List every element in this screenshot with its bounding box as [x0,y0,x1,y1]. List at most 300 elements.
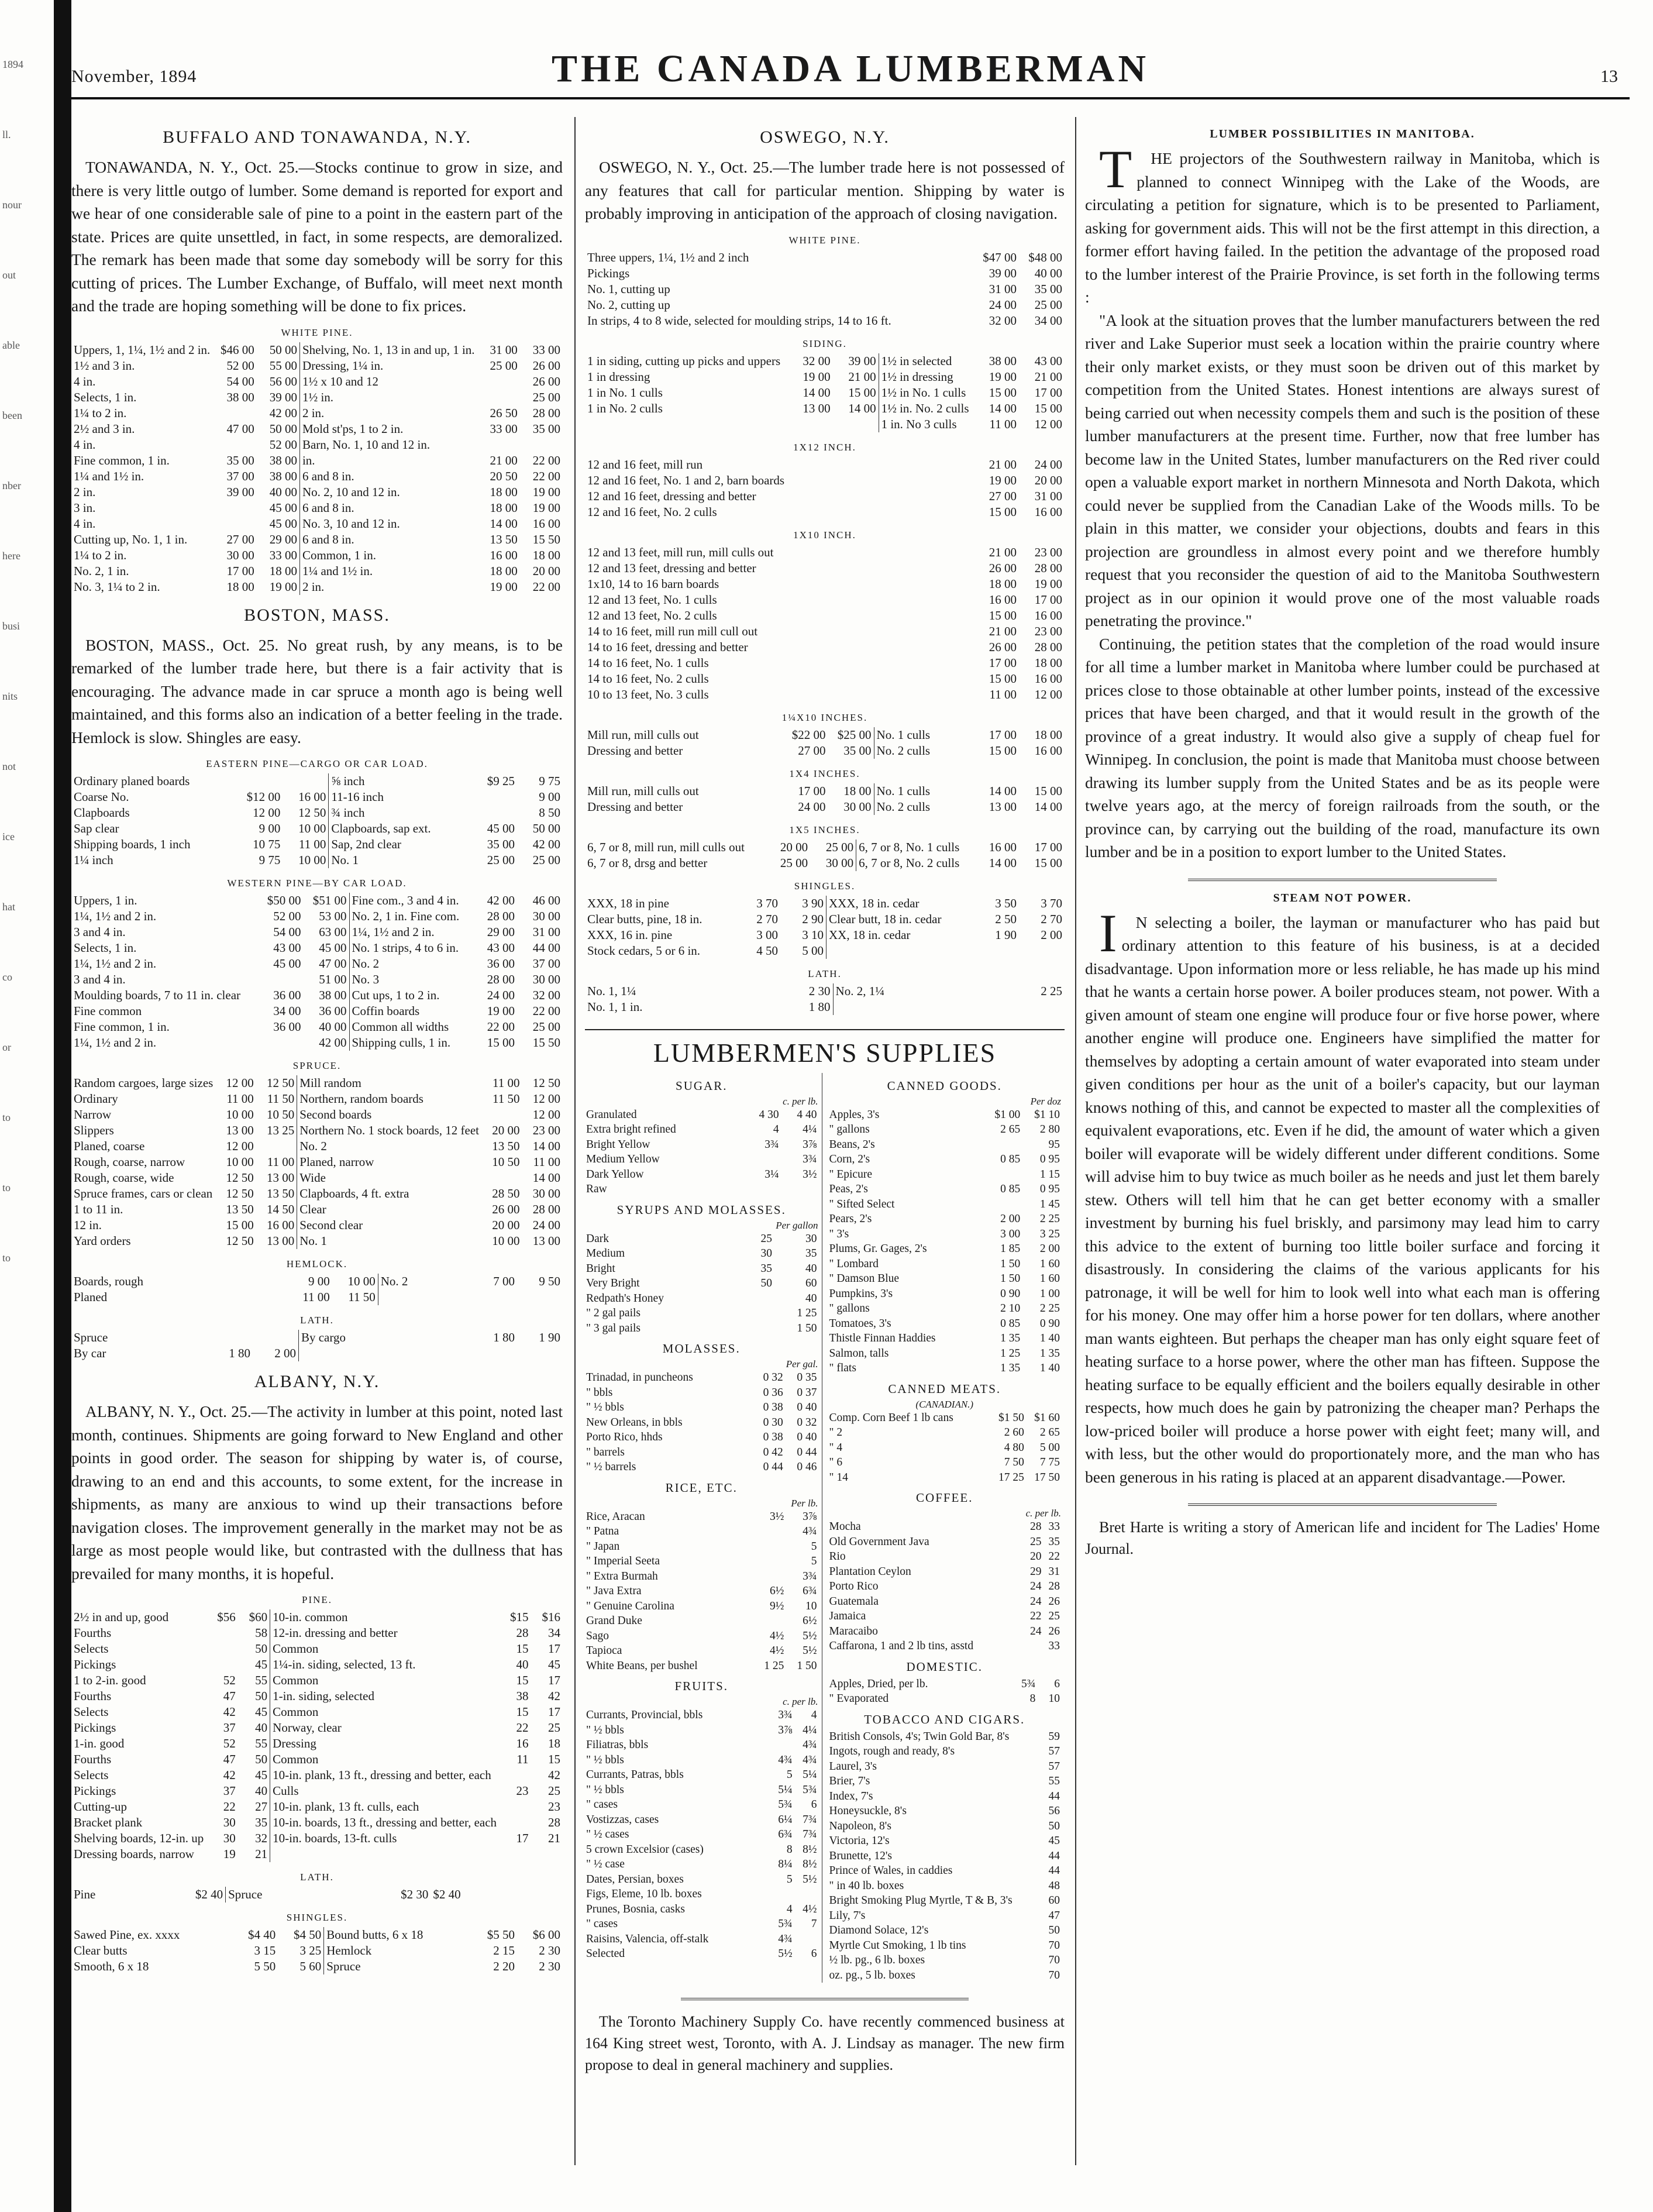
table-cell: 20 00 [1034,473,1062,487]
boston-eastern-table [71,773,563,868]
albany-lath-title: LATH. [300,1872,334,1883]
table-cell: 27 00 [989,489,1017,503]
table-cell: Mocha [829,1520,861,1533]
table-row [585,1182,818,1197]
table-cell: Extra bright refined [586,1123,676,1136]
table-cell: 2 25 [1039,1302,1060,1315]
table-row [585,1643,818,1659]
table-cell: 1½ and 3 in. [74,358,135,373]
tobacco-title: TOBACCO AND CIGARS. [864,1712,1025,1726]
table-cell: " 14 [829,1471,848,1484]
table-cell: 35 00 [226,453,254,467]
table-cell [794,1887,818,1902]
table-cell: 6¾ [778,1828,793,1841]
table-row [585,297,1065,313]
table-cell [481,1170,522,1186]
table-cell: 0 90 [1039,1317,1060,1330]
table-cell: 11 00 [226,1092,254,1106]
table-cell: 5¾ [778,1798,793,1811]
table-row [585,1842,818,1857]
table-row [828,1759,1062,1774]
table-cell [752,1569,785,1584]
table-cell: 3¾ [778,1709,793,1721]
table-cell: Fourths [74,1689,112,1703]
coffee-unit: c. per lb. [1025,1508,1061,1519]
table-cell: 0 85 [1000,1317,1021,1330]
table-cell [746,1306,773,1321]
table-cell: 1 80 [493,1330,515,1344]
table-cell: 1 80 [808,999,831,1014]
table-cell: " Patna [586,1525,619,1537]
table-cell: 16 00 [1034,671,1062,686]
table-row [828,1729,1062,1745]
table-cell: 32 00 [532,988,560,1002]
table-cell: 1¼ and 1½ in. [74,469,144,483]
table-cell: Plums, Gr. Gages, 2's [829,1243,927,1255]
table-cell: No. 3, 1¼ to 2 in. [74,579,160,594]
table-cell: 45 [548,1657,560,1671]
table-cell: 4 in. [74,516,96,531]
table-cell: 47 [223,1752,236,1766]
canned-meats-table [828,1411,1062,1485]
table-cell: Clapboards, sap ext. [329,821,471,837]
table-cell: 42 00 [487,893,515,907]
table-cell: 10 75 [253,837,281,851]
table-cell: 24 00 [798,799,826,814]
table-cell: 7¾ [803,1828,817,1841]
table-cell: Moulding boards, 7 to 11 in. clear [74,988,241,1002]
table-cell: 18 00 [532,548,560,562]
table-cell: 22 [223,1800,236,1814]
table-cell: 8¼ [778,1858,793,1870]
table-cell: 40 00 [1034,266,1062,280]
table-cell: Hemlock [324,1943,471,1959]
table-cell: 19 00 [269,579,297,594]
table-row [585,840,1065,855]
table-cell: 33 00 [532,342,560,357]
table-cell: 42 [548,1768,560,1782]
table-cell: 11 50 [348,1290,376,1304]
table-cell: Bright Yellow [586,1138,650,1151]
table-cell: Redpath's Honey [586,1292,664,1305]
table-cell: Vostizzas, cases [586,1813,659,1826]
table-row [585,1659,818,1674]
table-cell: 10 00 [298,853,326,867]
table-row [585,799,1065,815]
table-cell: 18 00 [490,500,518,515]
albany-pine-title: PINE. [301,1594,333,1605]
table-cell: Figs, Eleme, 10 lb. boxes [586,1888,702,1900]
table-cell: 6¼ [778,1813,793,1826]
table-cell: 47 [223,1689,236,1703]
table-cell: No. 1 [297,1233,481,1249]
table-cell: 54 00 [226,374,254,388]
table-cell: 22 00 [532,469,560,483]
table-cell: 2 70 [1041,911,1062,926]
table-row [585,504,1065,520]
table-cell: Sago [586,1629,609,1642]
fruits-table [585,1708,818,1962]
table-cell: 1 50 [1000,1272,1021,1285]
table-cell: 40 [805,1262,817,1275]
table-cell: 14 to 16 feet, mill run mill cull out [587,624,758,638]
table-cell: Rough, coarse, wide [74,1171,174,1185]
table-cell: 2 20 [493,1959,515,1973]
table-row [585,1231,818,1247]
rice-title: RICE, ETC. [665,1480,738,1495]
table-cell: 37 00 [226,469,254,483]
table-cell: 18 00 [490,563,518,578]
table-row [585,855,1065,871]
table-cell: 34 00 [273,1004,301,1018]
table-row [828,1182,1062,1197]
table-row [71,516,563,532]
table-row [71,1346,563,1361]
table-cell: 11 00 [267,1155,295,1169]
table-cell: 37 00 [532,957,560,971]
table-cell: Peas, 2's [829,1183,868,1195]
table-cell: Uppers, 1 in. [74,893,137,907]
table-cell: Three uppers, 1¼, 1½ and 2 inch [587,250,749,264]
table-cell: 25 00 [780,855,808,870]
table-cell: 5 [811,1540,817,1553]
table-cell: 2½ in and up, good [74,1610,169,1624]
table-cell: 11 00 [989,687,1017,701]
table-cell: 2 50 [995,911,1017,926]
table-cell: 6, 7 or 8, mill run, mill culls out [587,840,745,854]
table-cell: Currants, Provincial, bbls [586,1709,703,1721]
table-row [828,1241,1062,1257]
table-cell: 4½ [770,1645,784,1657]
table-row [71,374,563,390]
table-cell: Caffarona, 1 and 2 lb tins, asstd [829,1640,974,1652]
table-row [71,1688,563,1704]
table-cell: 2 90 [802,911,824,926]
table-row [585,545,1065,560]
table-cell: 7 [811,1918,817,1930]
table-cell: Clapboards, 4 ft. extra [297,1186,481,1202]
table-cell: 25 00 [532,853,560,867]
table-cell: Northern No. 1 stock boards, 12 feet [297,1123,481,1138]
table-cell: 50 [255,1642,268,1656]
table-cell: 2 80 [1039,1123,1060,1136]
table-cell: 15 00 [989,608,1017,622]
table-cell: 5 [786,1769,793,1781]
table-cell: 50 [1048,1924,1060,1936]
table-row [585,1107,818,1123]
table-cell: 5½ [803,1873,817,1886]
table-cell [752,1539,785,1554]
oswego-1x4-title: 1X4 INCHES. [789,768,860,779]
table-cell: $4 40 [247,1928,276,1942]
table-cell: 1 25 [1000,1347,1021,1360]
table-row [585,1902,818,1917]
boston-western-table [71,893,563,1051]
table-cell: 4 [811,1709,817,1721]
table-cell: Prunes, Bosnia, casks [586,1903,685,1915]
table-cell: 30 00 [532,1186,560,1200]
table-cell: 30 [805,1232,817,1245]
table-cell: 55 [1048,1775,1060,1787]
table-cell: 2 70 [756,911,779,926]
table-cell: 14 to 16 feet, No. 1 culls [587,655,709,670]
table-cell: 3⅞ [803,1510,817,1523]
oswego-white-pine-title: WHITE PINE. [788,234,861,246]
table-cell [207,1330,253,1346]
table-cell: 40 [516,1657,529,1671]
table-cell: Selects [74,1705,109,1719]
table-cell: " ½ case [586,1858,625,1870]
table-cell: 3¾ [764,1138,779,1151]
table-cell [769,1738,794,1753]
table-cell [531,1846,563,1862]
table-cell: 50 [760,1277,772,1289]
table-cell: 1½ in No. 1 culls [879,385,973,401]
table-cell: 14 00 [1034,799,1062,814]
table-row [585,1708,818,1723]
table-cell: 5 [786,1873,793,1886]
table-cell: Barn, No. 1, 10 and 12 in. [299,437,477,453]
manitoba-heading: LUMBER POSSIBILITIES IN MANITOBA. [1210,128,1475,140]
table-cell: 25 00 [532,1020,560,1034]
boston-spruce-table [71,1075,563,1249]
table-cell: 28 00 [487,972,515,986]
table-cell: 1-in. siding, selected [270,1688,499,1704]
table-cell [471,1289,517,1305]
table-cell: Porto Rico [829,1580,879,1592]
table-cell: 8 [1029,1692,1036,1705]
table-cell: 22 00 [532,1004,560,1018]
table-cell [1024,1639,1042,1654]
rice-table [585,1509,818,1674]
table-cell: 3¼ [764,1168,779,1181]
table-cell: No. 2, 10 and 12 in. [299,484,477,500]
table-cell: Rough, coarse, narrow [74,1155,185,1169]
boston-heading: BOSTON, MASS. [244,605,390,625]
table-cell: " ½ bbls [586,1753,624,1766]
table-cell: Pears, 2's [829,1213,872,1225]
table-cell: 12 00 [253,806,281,820]
table-cell: Common [270,1704,499,1720]
table-row [585,624,1065,639]
table-cell: Tapioca [586,1645,622,1657]
table-cell: 1¼ to 2 in. [74,548,127,562]
table-cell: 35 00 [1034,281,1062,296]
table-cell: 10-in. plank, 13 ft., dressing and better, each [270,1767,499,1783]
table-cell: 21 00 [989,545,1017,559]
table-cell: " 6 [829,1456,843,1468]
table-cell: 4 in. [74,374,96,388]
table-cell: 13 00 [989,799,1017,814]
table-cell: 38 00 [269,469,297,483]
table-cell: Honeysuckle, 8's [829,1805,907,1817]
table-cell: 70 [1048,1939,1060,1952]
table-cell: 3 25 [299,1943,322,1958]
table-cell: Dressing and better [587,743,683,758]
table-row [828,1107,1062,1123]
table-cell: 2½ and 3 in. [74,421,135,436]
table-cell: 19 00 [532,500,560,515]
supplies-left-column [585,1073,822,1983]
table-cell: 15 [548,1752,560,1766]
table-cell: 50 [255,1689,268,1703]
boston-hemlock-title: HEMLOCK. [286,1258,348,1270]
table-cell: Common, 1 in. [299,548,477,563]
table-cell: 6 and 8 in. [299,532,477,548]
table-cell: Laurel, 3's [829,1760,877,1773]
table-row [585,911,1065,927]
table-row [585,592,1065,608]
boston-western-title: WESTERN PINE—BY CAR LOAD. [227,878,407,889]
table-cell: 8 [786,1843,793,1856]
table-cell: Selects, 1 in. [74,941,137,955]
table-cell [499,1846,531,1862]
table-cell: XXX, 18 in pine [587,896,669,910]
column-divider [574,117,576,2165]
table-cell: 1 60 [1039,1272,1060,1285]
table-cell: Shelving boards, 12-in. up [74,1831,204,1845]
table-cell: 30 00 [825,855,854,870]
table-cell: Currants, Patras, bbls [586,1769,684,1781]
supplies-right-column [828,1073,1065,1983]
table-cell: 20 00 [492,1123,520,1137]
table-cell: $46 00 [220,342,254,357]
table-cell [212,500,256,516]
table-cell: 12 and 16 feet, No. 1 and 2, barn boards [587,473,785,487]
table-cell: 55 [255,1673,268,1687]
manitoba-paragraph: "A look at the situation proves that the lumber manufacturers between the red river and Lake Superior must seek a location within the prairie country where their only market exists, or they must soon be driven out of this market by competition from the United States. Honest intentions are always surest of being carried out when necessity compels them and such is the position of these lumber manufacturers at the present time. Further, now that free lumber has become law in the United States, lumber manufacturers on the Red river could open a valuable export market in northern Minnesota and North Dakota, which could never be supplied from the Canadian Lake of the Woods mills. To be plain in this matter, we consider your objections, doubts and fears in this projection are groundless in almost every point and we therefore humbly request that you reconsider the question of aid to the Manitoba Southwestern project as in our opinion it would prove one of the most valuable roads penetrating the province." [1085,311,1600,629]
table-cell: 20 00 [492,1218,520,1232]
table-cell: Trinadad, in puncheons [586,1371,693,1384]
table-cell: 0 38 [763,1431,783,1443]
table-cell: 4 [773,1123,779,1136]
table-cell [237,773,283,789]
table-row [828,1455,1062,1470]
table-cell: 26 [1048,1625,1060,1638]
table-row [71,1720,563,1736]
manitoba-paragraph: THE projectors of the Southwestern railway in Manitoba, which is planned to connect Winnipeg with the Lake of the Woods, are circulating a petition for signature, which is to be presented to Parliament, asking for government aids. This will not be the first attempt in this direction, a former effort having failed. In the petition the advantage of the proposed road to the lumber interest of the Prairie Province, is set forth in the following terms : [1085,139,1600,306]
boston-hemlock-table [71,1274,563,1305]
table-cell: 4¼ [803,1723,817,1736]
table-cell: 31 00 [490,342,518,357]
supplies-heading: LUMBERMEN'S SUPPLIES [585,1029,1065,1068]
table-row [585,576,1065,592]
table-row [71,500,563,516]
table-cell: Guatemala [829,1595,879,1608]
table-cell: Mill run, mill culls out [587,727,699,742]
sugar-table [585,1107,818,1197]
oswego-lath-title: LATH. [808,968,842,979]
table-cell: 4¾ [778,1932,793,1945]
table-cell: 60 [805,1277,817,1289]
table-row [828,1819,1062,1834]
table-cell: 0 44 [763,1461,783,1473]
table-cell: 1 50 [797,1659,817,1672]
table-cell: " ½ bbls [586,1723,624,1736]
table-row [828,1167,1062,1182]
page-binding-edge [54,0,71,2212]
table-row [585,560,1065,576]
table-cell: 35 [255,1815,268,1829]
table-cell: 6, 7 or 8, No. 2 culls [856,855,973,871]
table-cell: 26 [1048,1595,1060,1608]
table-cell: 5½ [803,1645,817,1657]
table-cell: 12 00 [532,1107,560,1122]
table-cell: Pickings [74,1721,116,1735]
table-cell: " ½ bbls [586,1783,624,1796]
table-row [71,469,563,484]
table-cell: 0 85 [1000,1153,1021,1165]
column-divider [1075,117,1076,2165]
table-row [828,1286,1062,1302]
table-cell: XX, 18 in. cedar [826,927,973,943]
table-cell: 15 50 [532,532,560,546]
table-cell: 12 00 [226,1076,254,1090]
boston-lath-table [71,1330,563,1361]
table-cell: 1 40 [1039,1332,1060,1344]
table-cell: 38 00 [319,988,347,1002]
table-row [585,655,1065,671]
table-cell: No. 1 culls [874,727,973,743]
table-cell [982,1167,1022,1182]
table-cell: Rice, Aracan [586,1510,645,1523]
table-cell [1019,999,1065,1015]
table-cell: 52 [223,1673,236,1687]
table-cell [769,1887,794,1902]
table-cell: 1 00 [1039,1287,1060,1300]
table-row [585,1629,818,1644]
table-row [71,773,563,789]
table-cell: 0 42 [763,1446,783,1458]
fruits-title: FRUITS. [674,1679,729,1693]
table-cell: No. 2 culls [874,799,973,815]
table-cell: 19 00 [989,369,1017,384]
table-cell: 0 30 [763,1416,783,1429]
table-row [585,473,1065,489]
albany-lath-table [71,1887,563,1903]
table-cell: 3⅞ [803,1138,817,1151]
table-cell: 27 00 [226,532,254,546]
table-row [828,1804,1062,1819]
table-cell [517,1289,563,1305]
table-cell: 38 00 [226,390,254,404]
table-cell: 29 [1030,1565,1042,1578]
table-cell: 3 and 4 in. [74,972,126,986]
table-cell: 42 [223,1768,236,1782]
table-row [71,1943,563,1959]
albany-shingles-title: SHINGLES. [286,1912,348,1923]
table-cell: " ½ cases [586,1828,629,1841]
table-cell [752,1614,785,1629]
table-cell: Selected [586,1948,625,1960]
table-cell: 26 00 [532,358,560,373]
table-cell: 19 00 [487,1004,515,1018]
table-cell: Diamond Solace, 12's [829,1924,929,1936]
table-cell [826,943,973,959]
bret-harte-note: Bret Harte is writing a story of American life and incident for The Ladies' Home Journal. [1085,1519,1600,1557]
table-row [585,1569,818,1584]
table-cell: 3¾ [803,1570,817,1583]
table-row [585,1738,818,1753]
table-row [585,1797,818,1812]
table-cell: 40 [805,1292,817,1305]
table-cell: 3¾ [803,1153,817,1165]
table-row [585,727,1065,743]
table-cell: 4½ [770,1629,784,1642]
table-cell [256,1138,297,1154]
table-cell: No. 2, 1 in. [74,563,129,578]
table-cell: 29 00 [269,532,297,546]
